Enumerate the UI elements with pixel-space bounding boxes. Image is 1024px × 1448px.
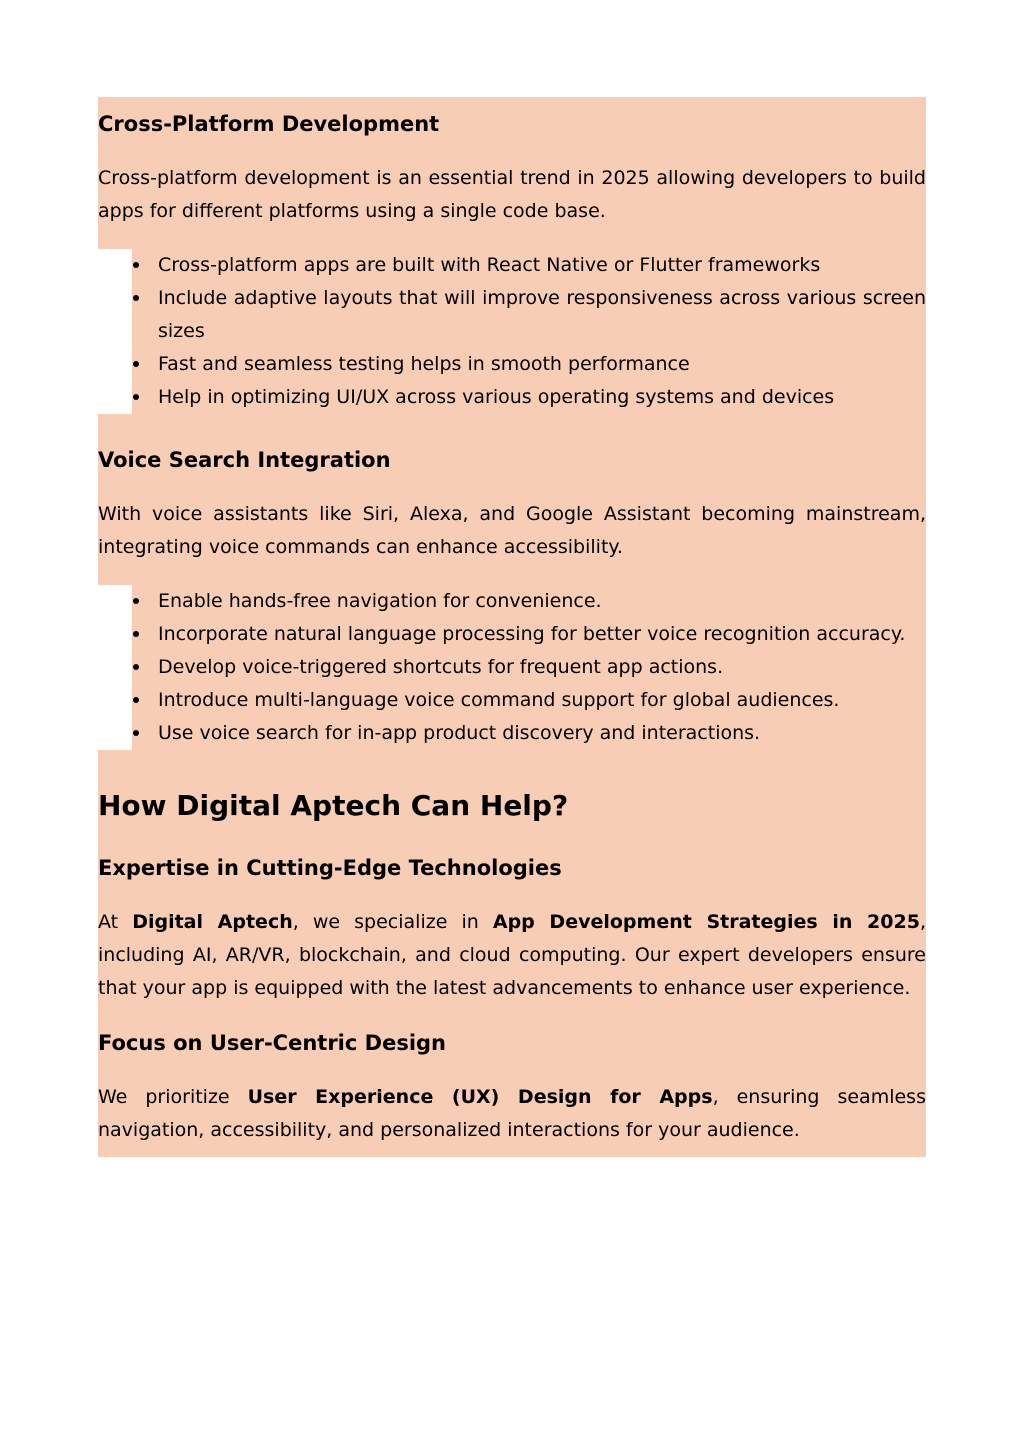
spacer [98, 138, 926, 162]
spacer [98, 882, 926, 906]
list-item: Introduce multi-language voice command support for global audiences. [98, 684, 926, 717]
section-heading-cross-platform: Cross-Platform Development [98, 111, 926, 138]
spacer [98, 1147, 926, 1157]
list-item: Develop voice-triggered shortcuts for frequent app actions. [98, 651, 926, 684]
section-heading-voice-search: Voice Search Integration [98, 447, 926, 474]
bullet-list-cross-platform [98, 249, 926, 414]
bullet-icon [132, 618, 158, 651]
section-heading-how-digital-aptech: How Digital Aptech Can Help? [98, 788, 926, 824]
spacer [98, 824, 926, 855]
bullet-list-voice-search [98, 585, 926, 750]
list-item: Fast and seamless testing helps in smooth performance [98, 348, 926, 381]
list-item: Help in optimizing UI/UX across various operating systems and devices [98, 381, 926, 414]
spacer [98, 414, 926, 447]
list-item: Enable hands-free navigation for convenience. [98, 585, 926, 618]
bullet-icon [132, 585, 158, 618]
bullet-icon [132, 651, 158, 684]
paragraph-voice-search: With voice assistants like Siri, Alexa, and Google Assistant becoming mainstream, integrating voice commands can enhance accessibility. [98, 498, 926, 564]
list-item: Include adaptive layouts that will improve responsiveness across various screen sizes [98, 282, 926, 348]
paragraph-expertise: At Digital Aptech, we specialize in App Development Strategies in 2025, including AI, AR/VR, blockchain, and cloud computing. Our expert developers ensure that your app is equipped with the latest advancements to enhance user experience. [98, 906, 926, 1005]
subheading-user-centric: Focus on User-Centric Design [98, 1030, 926, 1057]
bullet-icon [132, 348, 158, 381]
paragraph-user-centric: We prioritize User Experience (UX) Design for Apps, ensuring seamless navigation, accessibility, and personalized interactions for your audience. [98, 1081, 926, 1147]
spacer [98, 1057, 926, 1081]
document-page [98, 97, 926, 1157]
bullet-icon [132, 381, 158, 414]
bullet-icon [132, 684, 158, 717]
paragraph-cross-platform: Cross-platform development is an essential trend in 2025 allowing developers to build apps for different platforms using a single code base. [98, 162, 926, 228]
bullet-icon [132, 282, 158, 348]
list-item: Cross-platform apps are built with React Native or Flutter frameworks [98, 249, 926, 282]
spacer [98, 1005, 926, 1030]
spacer [98, 474, 926, 498]
subheading-expertise: Expertise in Cutting-Edge Technologies [98, 855, 926, 882]
spacer [98, 564, 926, 585]
list-item: Incorporate natural language processing for better voice recognition accuracy. [98, 618, 926, 651]
spacer [98, 97, 926, 111]
spacer [98, 750, 926, 788]
spacer [98, 228, 926, 249]
bullet-icon [132, 717, 158, 750]
list-item: Use voice search for in-app product discovery and interactions. [98, 717, 926, 750]
bullet-icon [132, 249, 158, 282]
